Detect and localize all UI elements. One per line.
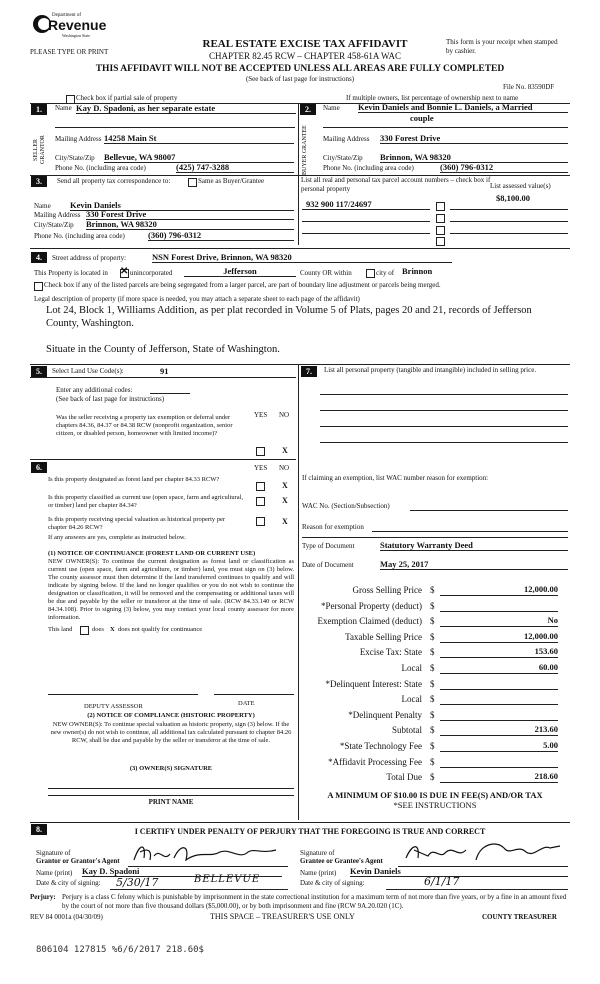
tax-city-label: City/State/Zip — [34, 221, 74, 229]
section-2-number: 2. — [300, 104, 316, 115]
totals-label: *State Technology Fee — [339, 741, 422, 751]
grantee-name[interactable]: Kevin Daniels — [350, 866, 568, 877]
parcel-personal-checkbox-1[interactable] — [436, 202, 445, 211]
totals-value[interactable] — [440, 693, 558, 705]
buyer-mailing[interactable]: 330 Forest Drive — [380, 133, 568, 144]
historic-no-mark[interactable]: X — [282, 517, 288, 526]
totals-currency: $ — [430, 631, 435, 642]
buyer-city-label: City/State/Zip — [323, 154, 363, 162]
certify-statement: I CERTIFY UNDER PENALTY OF PERJURY THAT THE FOREGOING IS TRUE AND CORRECT — [134, 827, 486, 836]
notice-continuance-text: NEW OWNER(S): To continue the current designation as forest land or classification as current use (open space, farm and agriculture, or timber) land, you must sign on (3) below. The county assessor must then determine if the land transferred continues to qualify and will indicate by signing below. If the land no longer qualifies or you do not wish to continue the designation or classification, it will be removed and the compensating or additional taxes will be due and payable by the seller or transferor at the time of sale. (RCW 84.33.140 or RCW 84.34.108). Prior to signing (3) below, you may contact your local county assessor for more information. — [48, 558, 294, 621]
historic-yes-checkbox[interactable] — [256, 517, 265, 526]
exemption-no-mark[interactable]: X — [282, 446, 288, 455]
same-as-buyer-label: Same as Buyer/Grantee — [198, 177, 265, 185]
land-use-label: Select Land Use Code(s): — [52, 367, 124, 375]
street-label: Street address of property: — [52, 254, 127, 262]
totals-label: *Delinquent Interest: State — [325, 678, 422, 689]
grantee-date-label: Date & city of signing: — [300, 879, 365, 887]
totals-currency: $ — [430, 616, 435, 627]
totals-value[interactable] — [440, 709, 558, 721]
receipt-note: This form is your receipt when stamped by cashier. — [446, 38, 558, 55]
buyer-mailing-label: Mailing Address — [323, 135, 370, 143]
print-name-label: PRINT NAME — [148, 798, 194, 806]
treasurer-space-label: THIS SPACE – TREASURER'S USE ONLY — [210, 912, 355, 921]
does-not-mark[interactable]: X — [110, 626, 115, 633]
totals-currency: $ — [430, 772, 435, 783]
sec6-no-header: NO — [279, 464, 290, 472]
grantor-city[interactable]: BELLEVUE — [194, 874, 261, 885]
section-1-number: 1. — [31, 104, 47, 115]
totals-label: *Affidavit Processing Fee — [328, 756, 422, 767]
tax-phone[interactable]: (360) 796-0312 — [148, 230, 294, 241]
totals-label: Exemption Claimed (deduct) — [317, 616, 422, 627]
assessed-value[interactable]: $8,100.00 — [496, 193, 530, 203]
county-or-within-label: County OR within — [300, 269, 352, 277]
totals-value[interactable]: 60.00 — [440, 662, 558, 674]
grantor-signature-label2: Grantor or Grantor's Agent — [36, 857, 120, 865]
seller-side-label: SELLER GRANTOR — [33, 135, 46, 165]
exemption-yes-checkbox[interactable] — [256, 447, 265, 456]
additional-codes-label: Enter any additional codes: — [56, 386, 133, 394]
see-back-line: (See back of last page for instructions) — [245, 75, 355, 83]
totals-label: Gross Selling Price — [352, 585, 422, 595]
totals-label: *Personal Property (deduct) — [321, 600, 422, 611]
revenue-logo — [32, 12, 107, 38]
city-name[interactable]: Brinnon — [402, 266, 433, 276]
land-use-see-back: (See back of last page for instructions) — [56, 395, 165, 403]
totals-value[interactable]: No — [440, 615, 558, 627]
same-as-buyer-checkbox[interactable] — [188, 178, 197, 187]
section-5-number: 5. — [31, 366, 47, 377]
cashier-stamp: 806104 127815 %6/6/2017 218.60$ — [36, 945, 204, 955]
sec6-yes-header: YES — [254, 464, 268, 472]
buyer-side-label: BUYER GRANTEE — [302, 125, 308, 175]
section-7-number: 7. — [301, 366, 317, 377]
grantee-signature-label1: Signature of — [300, 849, 335, 857]
form-revision: REV 84 0001a (04/30/09) — [30, 913, 103, 921]
situate-line[interactable]: Situate in the County of Jefferson, State of Washington. — [46, 344, 280, 355]
legal-description[interactable]: Lot 24, Block 1, Williams Addition, as per plat recorded in Volume 5 of Plats, pages 20 and 21, records of Jefferson County, Washington. — [46, 305, 532, 329]
current-use-yes-checkbox[interactable] — [256, 497, 265, 506]
located-in-label: This Property is located in — [34, 269, 108, 277]
totals-value[interactable] — [440, 600, 558, 612]
seller-city-label: City/State/Zip — [55, 154, 95, 162]
totals-currency: $ — [430, 725, 435, 736]
unincorporated-check-mark: ✕ — [120, 266, 129, 277]
buyer-phone[interactable]: (360) 796-0312 — [440, 162, 568, 173]
does-not-label: does not qualify for continuance — [118, 626, 203, 633]
seller-mailing-label: Mailing Address — [55, 135, 102, 143]
form-title: REAL ESTATE EXCISE TAX AFFIDAVIT — [202, 38, 408, 50]
notice-continuance-title: (1) NOTICE OF CONTINUANCE (FOREST LAND OR CURRENT USE) — [48, 550, 256, 557]
land-use-code[interactable]: 91 — [160, 366, 169, 376]
seller-name[interactable]: Kay D. Spadoni, as her separate estate — [76, 103, 296, 114]
totals-currency: $ — [430, 756, 435, 767]
doc-date-label: Date of Document — [302, 561, 354, 569]
totals-value[interactable]: 218.60 — [440, 771, 558, 783]
does-qualify-checkbox[interactable] — [80, 626, 89, 635]
notice-compliance-text: NEW OWNER(S): To continue special valuation as historic property, sign (3) below. If the new owner(s) do not wish to continue, all additional tax calculated pursuant to chapter 84.26 RCW, shall be due and payable by the seller or transferor at the time of sale. — [50, 721, 292, 744]
current-use-no-mark[interactable]: X — [282, 496, 288, 505]
assessed-value-label: List assessed value(s) — [490, 182, 551, 190]
totals-currency: $ — [430, 647, 435, 658]
totals-label: Local — [401, 663, 422, 673]
totals-currency: $ — [430, 663, 435, 673]
partial-sale-label: Check box if partial sale of property — [76, 94, 178, 102]
unincorporated-label: unincorporated — [130, 269, 173, 277]
section-4-number: 4. — [31, 252, 47, 263]
warning-line: THIS AFFIDAVIT WILL NOT BE ACCEPTED UNLESS ALL AREAS ARE FULLY COMPLETED — [95, 64, 505, 74]
doc-date[interactable]: May 25, 2017 — [380, 559, 568, 570]
tax-phone-label: Phone No. (including area code) — [34, 232, 125, 240]
buyer-phone-label: Phone No. (including area code) — [323, 164, 414, 172]
totals-label: Total Due — [386, 772, 422, 783]
tax-city[interactable]: Brinnon, WA 98320 — [86, 219, 294, 230]
owner-signature-label: (3) OWNER(S) SIGNATURE — [129, 765, 213, 772]
parcel-list-label: List all real and personal tax parcel account numbers – check box if personal property — [301, 176, 491, 193]
this-land-label: This land — [48, 626, 73, 633]
seller-phone[interactable]: (425) 747-3288 — [176, 162, 294, 173]
totals-currency: $ — [430, 741, 435, 751]
parcel-personal-checkbox-2[interactable] — [436, 214, 445, 223]
parcel-personal-checkbox-3[interactable] — [436, 226, 445, 235]
city-of-label: city of — [376, 269, 395, 277]
exemption-question: Was the seller receiving a property tax exemption or deferral under chapters 84.36, 84.37 or 84.38 RCW (nonprofit organization, senior citizen, or disabled person, homeowner with limited income)? — [56, 414, 233, 437]
claim-exemption-label: If claiming an exemption, list WAC number reason for exemption: — [302, 474, 489, 482]
logo-agency-line1: Department of — [52, 13, 82, 18]
form-chapter: CHAPTER 82.45 RCW – CHAPTER 458-61A WAC — [209, 51, 401, 61]
forest-no-mark[interactable]: X — [282, 481, 288, 490]
totals-currency: $ — [430, 600, 435, 611]
grantee-name-label: Name (print) — [300, 869, 337, 877]
perjury-text: Perjury is a class C felony which is punishable by imprisonment in the state correctional institution for a maximum term of not more than five years, or by a fine in an amount fixed by the court of not more than five thousand dollars ($5,000.00), or by both imprisonment and fine (RCW 9A.20.020 (1C). — [62, 893, 567, 910]
notice-compliance-title: (2) NOTICE OF COMPLIANCE (HISTORIC PROPERTY) — [87, 712, 255, 719]
grantee-signature[interactable] — [400, 838, 565, 866]
file-number: File No. 83590DF — [503, 83, 555, 91]
minimum-fee-note: A MINIMUM OF $10.00 IS DUE IN FEE(S) AND/OR TAX — [327, 790, 543, 800]
grantor-signature[interactable] — [130, 838, 280, 866]
section-6-number: 6. — [31, 462, 47, 473]
totals-value[interactable]: 5.00 — [440, 740, 558, 752]
sec5-no-header: NO — [279, 411, 290, 419]
segregated-label: Check box if any of the listed parcels are being segregated from a larger parcel, are part of boundary line adjustment or parcels being merged. — [44, 281, 441, 289]
totals-currency: $ — [430, 709, 435, 720]
doc-type-label: Type of Document — [302, 542, 355, 550]
multiple-owners-label: If multiple owners, list percentage of ownership next to name — [346, 94, 519, 102]
sec5-yes-header: YES — [254, 411, 268, 419]
grantee-signature-label2: Grantee or Grantee's Agent — [300, 857, 383, 865]
reason-label: Reason for exemption — [302, 523, 364, 531]
historic-question: Is this property receiving special valuation as historical property per chapter 84.26 RCW? — [48, 516, 226, 531]
please-type: PLEASE TYPE OR PRINT — [30, 48, 109, 56]
grantor-date[interactable]: 5/30/17 — [116, 876, 159, 889]
totals-label: Local — [401, 694, 422, 705]
totals-label: Excise Tax: State — [359, 647, 422, 658]
doc-type[interactable]: Statutory Warranty Deed — [380, 540, 568, 551]
assessor-date-label: DATE — [238, 700, 255, 707]
buyer-name-label: Name — [323, 104, 340, 112]
legal-description-label: Legal description of property (if more space is needed, you may attach a separate sheet to each page of the affidavit) — [34, 295, 360, 303]
parcel-personal-checkbox-4[interactable] — [436, 237, 445, 246]
county-name[interactable]: Jefferson — [184, 266, 296, 277]
county-treasurer-label: COUNTY TREASURER — [482, 913, 557, 921]
grantor-name[interactable]: Kay D. Spadoni — [82, 866, 282, 877]
logo-agency-line2: Washington State — [62, 33, 91, 38]
property-street[interactable]: NSN Forest Drive, Brinnon, WA 98320 — [152, 252, 452, 263]
totals-value[interactable]: 12,000.00 — [440, 584, 558, 596]
parcel-number[interactable]: 932 900 117/24697 — [306, 199, 372, 209]
totals-currency: $ — [430, 678, 435, 689]
send-correspondence-label: Send all property tax correspondence to: — [57, 177, 171, 185]
grantee-date[interactable]: 6/1/17 — [424, 875, 460, 888]
deputy-assessor-label: DEPUTY ASSESSOR — [84, 703, 143, 710]
totals-value[interactable]: 213.60 — [440, 724, 558, 736]
does-label: does — [92, 626, 104, 633]
section-8-number: 8. — [31, 824, 47, 835]
grantor-signature-label1: Signature of — [36, 849, 71, 857]
totals-currency: $ — [430, 694, 435, 705]
perjury-label: Perjury: — [30, 893, 56, 901]
tax-mailing-label: Mailing Address — [34, 211, 81, 219]
totals-value[interactable] — [440, 756, 558, 768]
totals-value[interactable]: 12,000.00 — [440, 631, 558, 643]
section-3-number: 3. — [31, 176, 47, 187]
tax-name-label: Name — [34, 202, 51, 210]
buyer-city[interactable]: Brinnon, WA 98320 — [380, 152, 568, 163]
grantor-date-label: Date & city of signing: — [36, 879, 101, 887]
tax-mailing[interactable]: 330 Forest Drive — [86, 209, 294, 220]
current-use-question: Is this property classified as current use (open space, farm and agricultural, or timber) land per chapter 84.34? — [48, 494, 244, 509]
buyer-name-line1[interactable]: Kevin Daniels and Bonnie L. Daniels, a Married — [358, 102, 568, 113]
totals-label: Taxable Selling Price — [345, 631, 422, 642]
personal-property-label: List all personal property (tangible and intangible) included in selling price. — [324, 366, 537, 374]
seller-name-label: Name — [55, 104, 72, 112]
see-instructions: *SEE INSTRUCTIONS — [393, 800, 477, 810]
forest-land-question: Is this property designated as forest land per chapter 84.33 RCW? — [48, 476, 220, 483]
city-of-checkbox[interactable] — [366, 269, 375, 278]
totals-label: Subtotal — [391, 725, 422, 736]
wac-label: WAC No. (Section/Subsection) — [302, 502, 390, 510]
totals-value[interactable]: 153.60 — [440, 646, 558, 658]
totals-currency: $ — [430, 585, 435, 595]
seller-city[interactable]: Bellevue, WA 98007 — [104, 152, 294, 163]
totals-label: *Delinquent Penalty — [348, 709, 422, 720]
seller-mailing[interactable]: 14258 Main St — [104, 133, 294, 144]
totals-value[interactable] — [440, 678, 558, 690]
logo-agency-name: Revenue — [48, 17, 107, 33]
grantor-name-label: Name (print) — [36, 869, 73, 877]
segregated-checkbox[interactable] — [34, 282, 43, 291]
buyer-name-line2[interactable]: couple — [410, 113, 434, 123]
seller-phone-label: Phone No. (including area code) — [55, 164, 146, 172]
forest-yes-checkbox[interactable] — [256, 482, 265, 491]
tax-name[interactable]: Kevin Daniels — [70, 200, 294, 211]
if-yes-note: If any answers are yes, complete as instructed below. — [48, 534, 186, 541]
